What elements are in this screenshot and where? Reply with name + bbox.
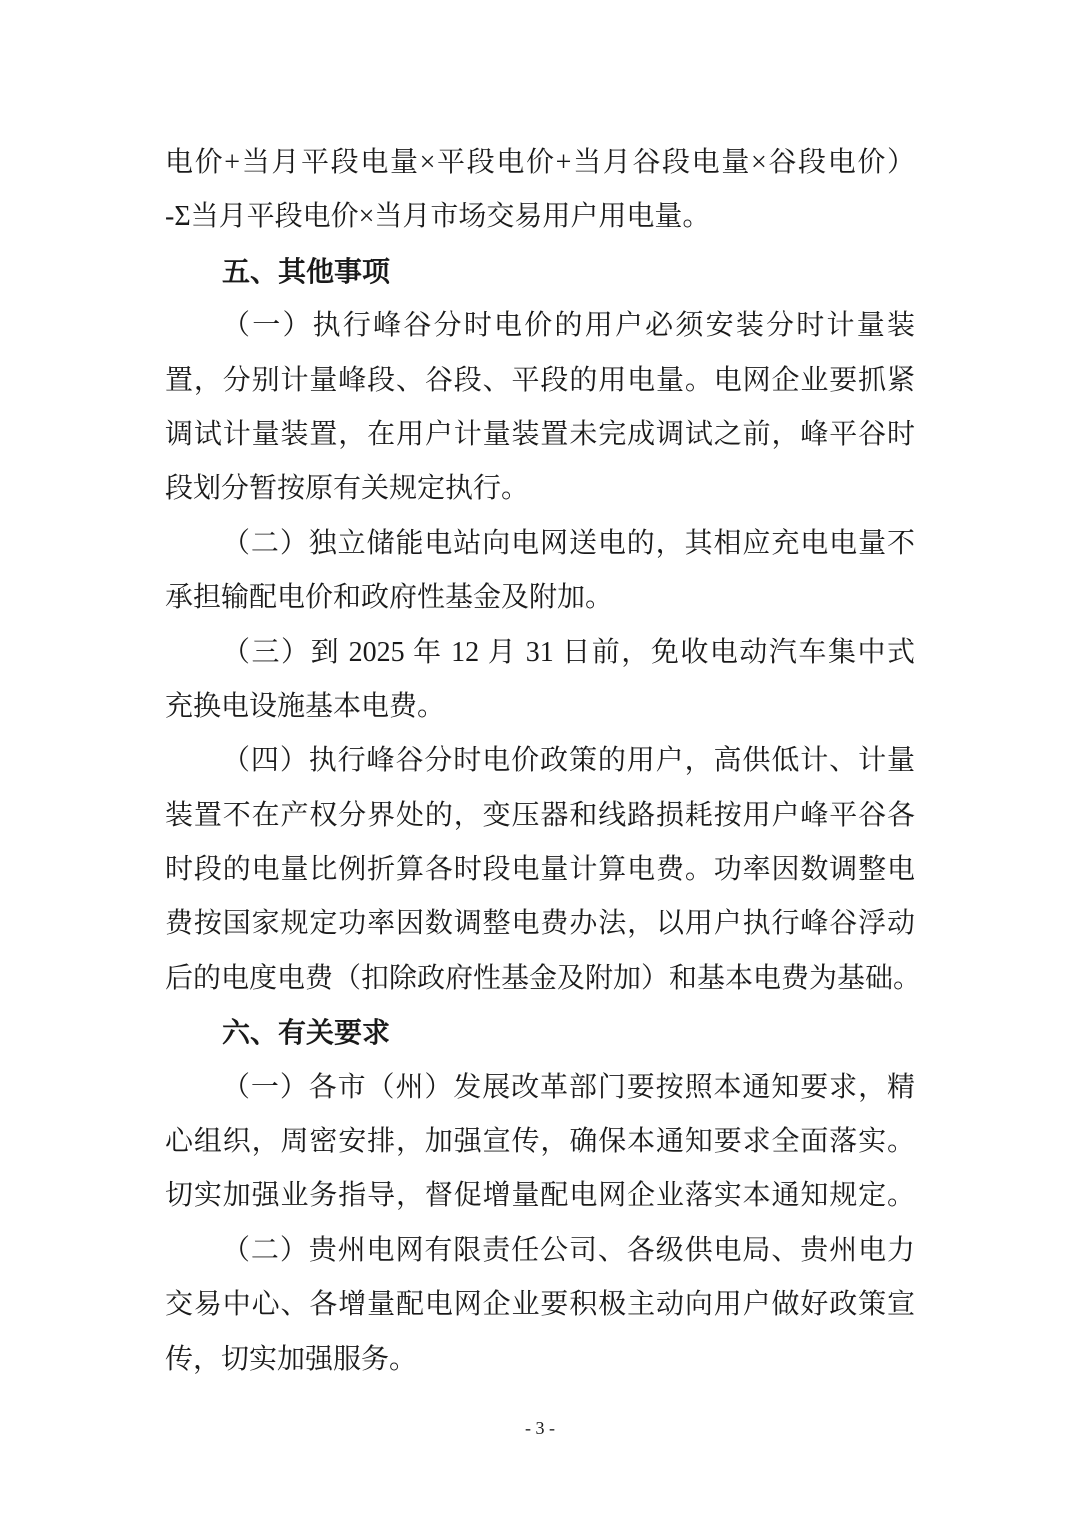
text-line: 调试计量装置，在用户计量装置未完成调试之前，峰平谷时 (165, 418, 915, 450)
text-line: 心组织，周密安排，加强宣传，确保本通知要求全面落实。 (165, 1126, 915, 1158)
text-line: 切实加强业务指导，督促增量配电网企业落实本通知规定。 (165, 1180, 915, 1212)
text-line: 交易中心、各增量配电网企业要积极主动向用户做好政策宣 (165, 1289, 915, 1321)
text-line: 传，切实加强服务。 (165, 1343, 418, 1375)
text-line: （二）贵州电网有限责任公司、各级供电局、贵州电力 (222, 1234, 915, 1266)
text-line: 电价+当月平段电量×平段电价+当月谷段电量×谷段电价） (165, 147, 915, 178)
text-line: （二）独立储能电站向电网送电的，其相应充电电量不 (222, 527, 915, 559)
text-line: -Σ当月平段电价×当月市场交易用户用电量。 (165, 201, 711, 233)
section-heading: 五、其他事项 (222, 254, 391, 288)
text-line: （一）执行峰谷分时电价的用户必须安装分时计量装 (222, 310, 915, 342)
text-line: 段划分暂按原有关规定执行。 (165, 473, 530, 505)
text-line: 承担输配电价和政府性基金及附加。 (165, 582, 614, 614)
text-line: 后的电度电费（扣除政府性基金及附加）和基本电费为基础。 (165, 962, 922, 994)
text-line: （四）执行峰谷分时电价政策的用户，高供低计、计量 (222, 745, 915, 777)
text-line: 置，分别计量峰段、谷段、平段的用电量。电网企业要抓紧 (165, 364, 915, 396)
document-body (165, 136, 922, 1387)
text-line: 充换电设施基本电费。 (165, 690, 446, 722)
section-heading: 六、有关要求 (222, 1016, 391, 1050)
text-line: （三）到 2025 年 12 月 31 日前，免收电动汽车集中式 (222, 636, 915, 668)
text-line: 装置不在产权分界处的，变压器和线路损耗按用户峰平谷各 (165, 799, 915, 831)
text-line: 费按国家规定功率因数调整电费办法，以用户执行峰谷浮动 (165, 908, 915, 940)
text-line: 时段的电量比例折算各时段电量计算电费。功率因数调整电 (165, 854, 915, 886)
page-number: - 3 - (525, 1418, 555, 1438)
text-line: （一）各市（州）发展改革部门要按照本通知要求，精 (222, 1071, 915, 1103)
